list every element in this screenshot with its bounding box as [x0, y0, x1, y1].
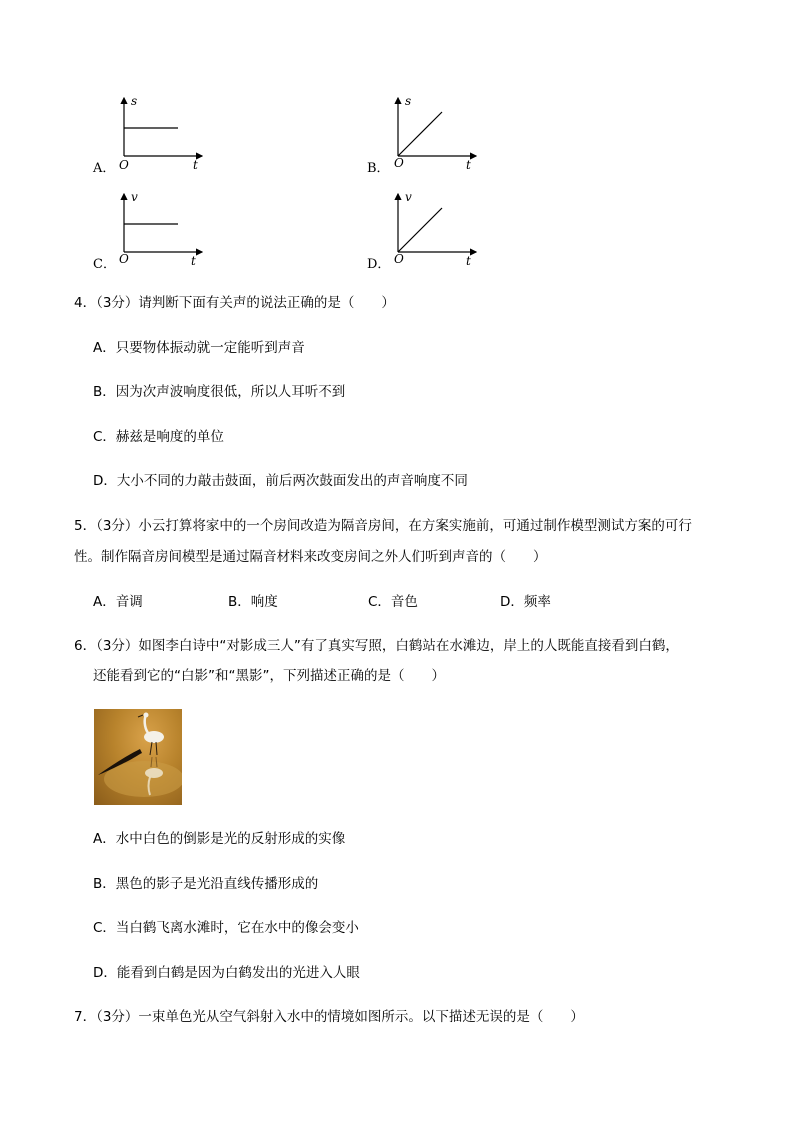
option-b-label: B． — [367, 161, 390, 176]
graph-d-x-label: t — [466, 254, 471, 268]
q5-option-d: D．频率 — [500, 594, 551, 610]
q4-stem: 4．（3分）请判断下面有关声的说法正确的是（ ） — [74, 295, 395, 311]
q5-option-b: B．响度 — [228, 594, 278, 610]
q4-option-c: C．赫兹是响度的单位 — [93, 429, 224, 445]
q6-stem-line2: 还能看到它的“白影”和“黑影”，下列描述正确的是（ ） — [93, 668, 445, 684]
crane-photo — [94, 709, 182, 805]
graph-c-y-label: v — [131, 190, 138, 204]
q6-option-a: A．水中白色的倒影是光的反射形成的实像 — [93, 831, 346, 847]
option-c-label: C． — [93, 257, 116, 272]
option-a-label: A． — [93, 161, 116, 176]
q5-option-c: C．音色 — [368, 594, 418, 610]
q4-option-d: D．大小不同的力敲击鼓面，前后两次鼓面发出的声音响度不同 — [93, 473, 468, 489]
q6-stem-line1: 6．（3分）如图李白诗中“对影成三人”有了真实写照，白鹤站在水滩边，岸上的人既能直接看到白鹤， — [74, 638, 679, 654]
q5-stem-line2: 性。制作隔音房间模型是通过隔音材料来改变房间之外人们听到声音的（ ） — [74, 549, 547, 565]
graph-d-origin: O — [394, 252, 404, 266]
q7-stem: 7．（3分）一束单色光从空气斜射入水中的情境如图所示。以下描述无误的是（ ） — [74, 1009, 584, 1025]
q5-option-a: A．音调 — [93, 594, 143, 610]
q4-option-b: B．因为次声波响度很低，所以人耳听不到 — [93, 384, 346, 400]
graph-b-origin: O — [394, 156, 404, 170]
graph-c-x-label: t — [191, 254, 196, 268]
graph-b-y-label: s — [405, 94, 412, 108]
graph-a-y-label: s — [131, 94, 138, 108]
q5-stem-line1: 5．（3分）小云打算将家中的一个房间改造为隔音房间，在方案实施前，可通过制作模型测试方案的可行 — [74, 518, 692, 534]
option-d-label: D． — [367, 257, 391, 272]
graph-a-origin: O — [119, 158, 129, 172]
q4-option-a: A．只要物体振动就一定能听到声音 — [93, 340, 305, 356]
q6-option-b: B．黑色的影子是光沿直线传播形成的 — [93, 876, 319, 892]
graph-d-y-label: v — [405, 190, 412, 204]
q6-option-c: C．当白鹤飞离水滩时，它在水中的像会变小 — [93, 920, 359, 936]
q6-option-d: D．能看到白鹤是因为白鹤发出的光进入人眼 — [93, 965, 360, 981]
graph-a-x-label: t — [193, 158, 198, 172]
graph-c-origin: O — [119, 252, 129, 266]
graph-b-x-label: t — [466, 158, 471, 172]
